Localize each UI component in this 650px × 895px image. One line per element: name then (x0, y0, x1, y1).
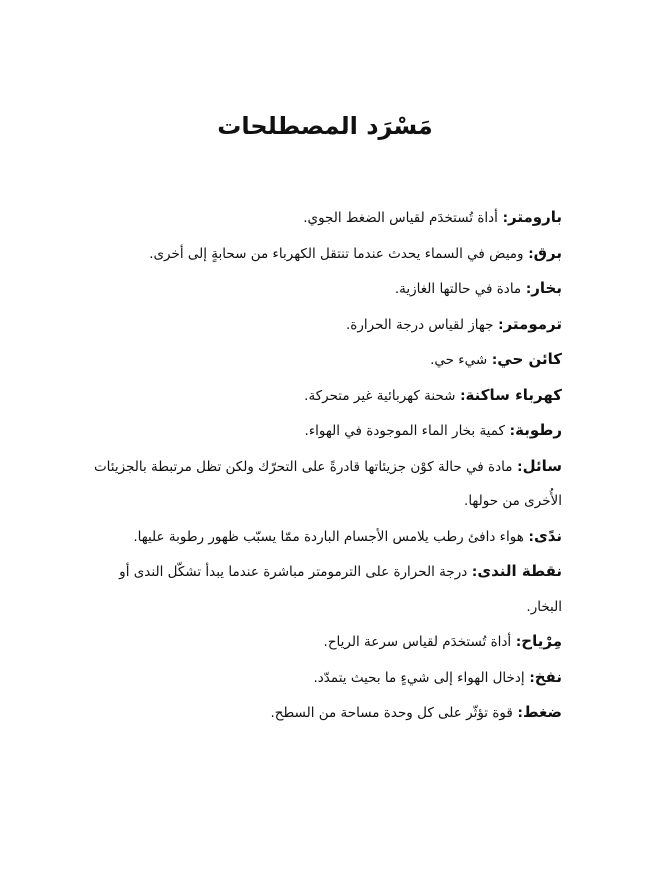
term-separator: : (511, 634, 522, 650)
glossary-term: سائل (522, 456, 562, 475)
term-separator: : (521, 281, 532, 297)
term-separator: : (467, 564, 478, 580)
glossary-definition: أداة تُستخدَم لقياس الضغط الجوي. (303, 210, 498, 226)
glossary-definition: إدخال الهواء إلى شيءٍ ما بحيث يتمدّد. (313, 669, 525, 686)
glossary-definition: شيء حي. (430, 352, 488, 368)
glossary-entry (82, 236, 562, 272)
glossary-term: بخار (531, 279, 562, 297)
glossary-entry (82, 271, 562, 307)
glossary-term: مِرْياح (521, 632, 562, 650)
term-separator: : (504, 423, 516, 439)
term-separator: : (512, 458, 523, 475)
glossary-definition: كمية بخار الماء الموجودة في الهواء. (304, 423, 505, 439)
glossary-term: رطوبة (515, 421, 562, 439)
glossary-entry (82, 519, 562, 555)
page-title: مَسْرَد المصطلحات (217, 112, 433, 140)
glossary-term: ضغط (522, 703, 562, 721)
glossary-entry (82, 342, 562, 378)
glossary-entry (82, 449, 562, 519)
glossary-definition: هواء دافئ رطب يلامس الأجسام الباردة ممّا يسبّب ظهور رطوبة عليها. (133, 528, 524, 545)
term-separator: : (524, 669, 535, 686)
glossary-definition: أداة تُستخدَم لقياس سرعة الرياح. (323, 634, 512, 650)
glossary-definition: جهاز لقياس درجة الحرارة. (346, 316, 494, 333)
glossary-definition: قوة تؤثّر على كل وحدة مساحة من السطح. (270, 705, 513, 721)
glossary-definition: وميض في السماء يحدث عندما تنتقل الكهرباء من سحابةٍ إلى أخرى. (149, 245, 524, 262)
glossary-entry (82, 378, 562, 414)
glossary-definition: مادة في حالة كوْن جزيئاتها قادرةً على التحرّك ولكن تظل مرتبطة بالجزيئات الأُخرى من حولها. (93, 458, 562, 509)
term-separator: : (487, 352, 498, 368)
glossary-term: ترمومتر (503, 314, 562, 333)
glossary-entry (82, 554, 562, 624)
glossary-entry (82, 660, 562, 696)
glossary-term: نفخ (534, 667, 562, 686)
glossary-term: برق (533, 243, 562, 262)
glossary-definition: درجة الحرارة على الترمومتر مباشرة عندما يبدأ تشكّل الندى أو البخار. (119, 564, 562, 615)
glossary-definition: مادة في حالتها الغازية. (394, 281, 522, 297)
term-separator: : (523, 245, 534, 262)
glossary-term: نقطة الندى (477, 562, 562, 580)
glossary-entry (82, 413, 562, 449)
glossary-entry (82, 624, 562, 660)
glossary-list (82, 200, 562, 731)
glossary-term: ندًى (533, 526, 562, 545)
glossary-entry (82, 200, 562, 236)
glossary-entry (82, 695, 562, 731)
term-separator: : (493, 316, 504, 333)
glossary-definition: شحنة كهربائية غير متحركة. (304, 387, 456, 404)
term-separator: : (497, 210, 509, 226)
glossary-term: كهرباء ساكنة (465, 385, 562, 404)
term-separator: : (523, 528, 534, 545)
glossary-entry (82, 307, 562, 343)
glossary-term: كائن حي (497, 350, 562, 368)
term-separator: : (512, 705, 523, 721)
term-separator: : (455, 387, 466, 404)
glossary-term: بارومتر (508, 208, 562, 226)
